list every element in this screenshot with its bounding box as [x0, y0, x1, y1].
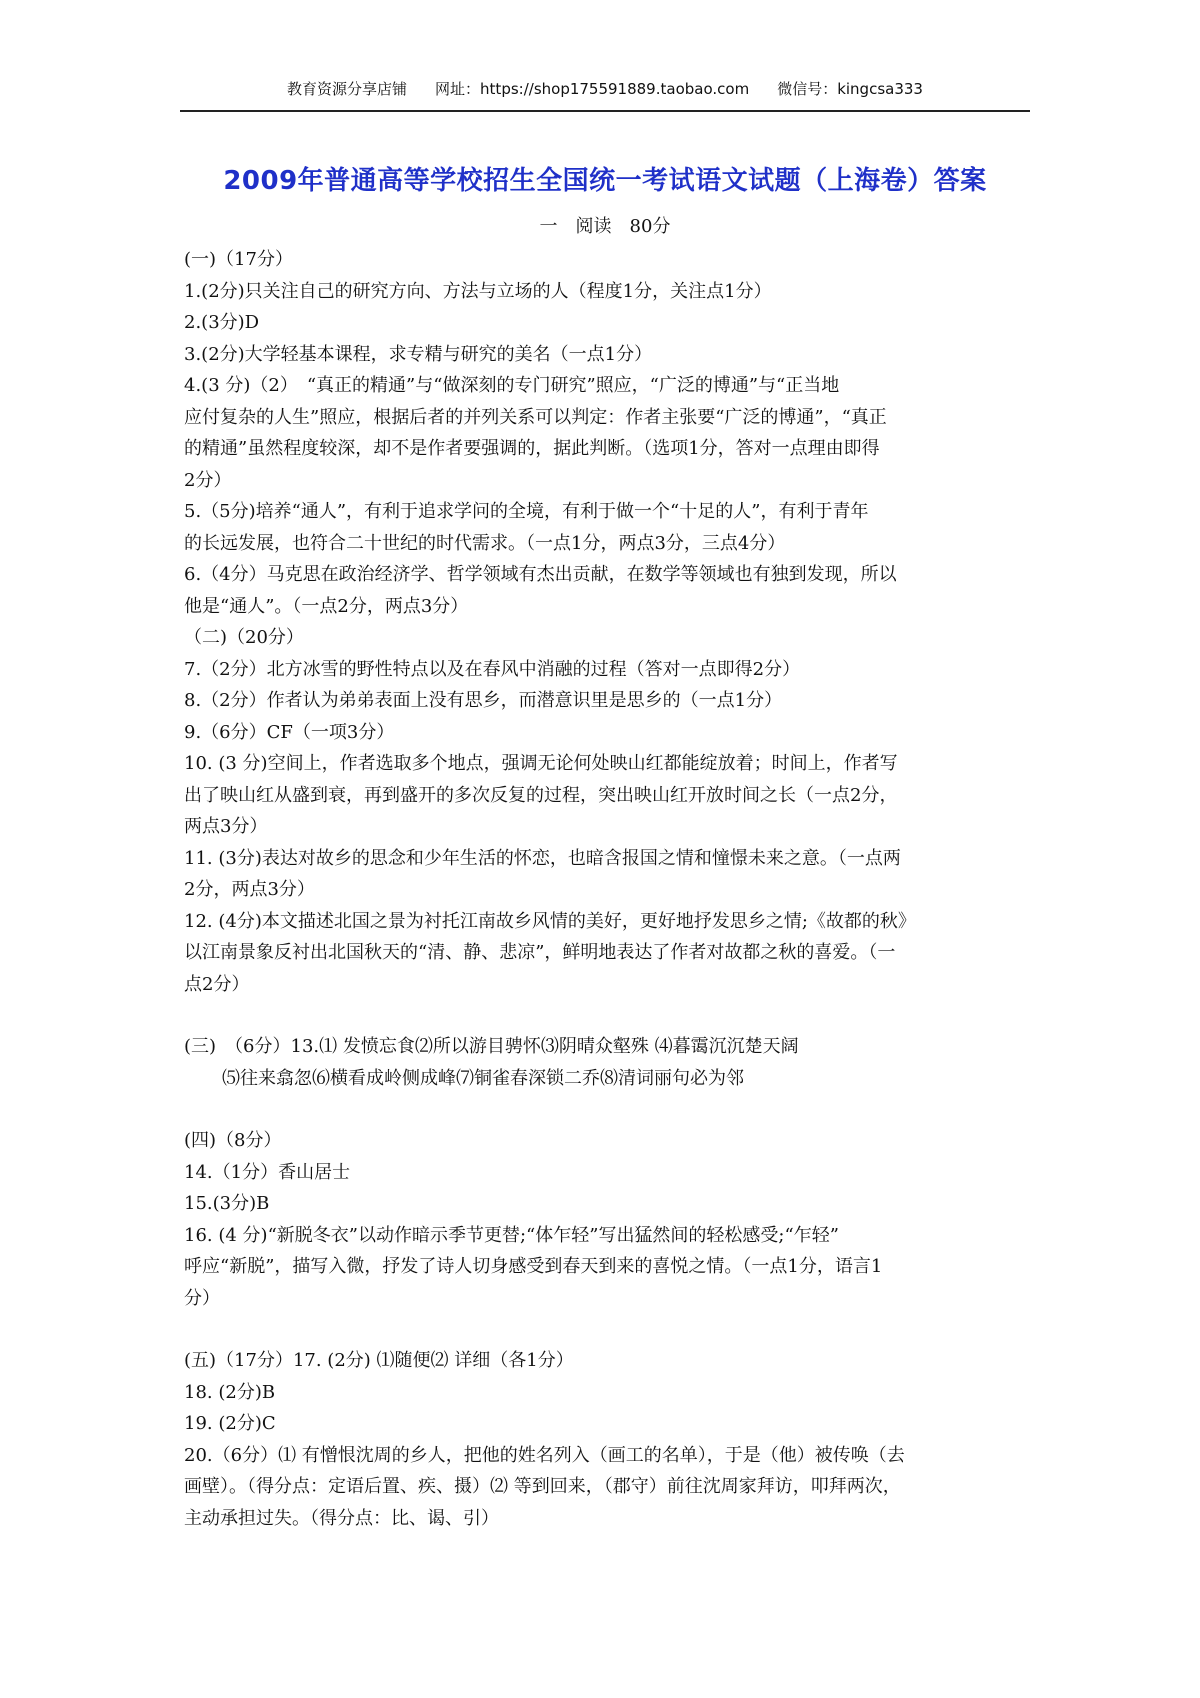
answer-line: 出了映山红从盛到衰，再到盛开的多次反复的过程，突出映山红开放时间之长（一点2分，	[184, 784, 898, 806]
answer-line: 分）	[184, 1287, 220, 1309]
blank-gap	[184, 1000, 1024, 1031]
answer-line: 15.(3分)B	[184, 1193, 270, 1214]
answer-line: 4.(3 分)（2） “真正的精通”与“做深刻的专门研究”照应，“广泛的博通”与“正当地	[184, 375, 840, 396]
store-name: 教育资源分享店铺	[287, 80, 408, 98]
answer-line: 9.（6分）CF（一项3分）	[184, 721, 395, 743]
answer-line: 他是“通人”。（一点2分，两点3分）	[184, 595, 469, 617]
answer-line: 8.（2分）作者认为弟弟表面上没有思乡，而潜意识里是思乡的（一点1分）	[184, 690, 783, 711]
answer-line: 两点3分）	[184, 816, 268, 837]
answer-line: (三) （6分）13.⑴ 发愤忘食⑵所以游目骋怀⑶阴晴众壑殊 ⑷暮霭沉沉楚天阔	[184, 1036, 799, 1057]
document-title: 2009年普通高等学校招生全国统一考试语文试题（上海卷）答案	[223, 166, 987, 196]
answer-line: 应付复杂的人生”照应，根据后者的并列关系可以判定：作者主张要“广泛的博通”，“真正	[184, 406, 887, 428]
answer-line: 3.(2分)大学轻基本课程，求专精与研究的美名（一点1分）	[184, 343, 653, 365]
subsection-heading: （二)（20分）	[184, 627, 304, 648]
answer-line: 呼应“新脱”，描写入微，抒发了诗人切身感受到春天到来的喜悦之情。（一点1分，语言1	[184, 1256, 883, 1277]
answer-line: 16. (4 分)“新脱冬衣”以动作暗示季节更替;“体乍轻”写出猛然间的轻松感受;“乍轻”	[184, 1224, 839, 1246]
answer-line: 20.（6分）⑴ 有憎恨沈周的乡人，把他的姓名列入（画工的名单），于是（他）被传唤（去	[184, 1444, 905, 1466]
answer-line: 11. (3分)表达对故乡的思念和少年生活的怀恋，也暗含报国之情和憧憬未来之意。（一点两	[184, 847, 901, 869]
answer-body	[184, 244, 1024, 1534]
answer-line: 点2分）	[184, 973, 250, 995]
answer-line: 画壁）。（得分点：定语后置、疾、摄）⑵ 等到回来，（郡守）前往沈周家拜访，叩拜两次，	[184, 1476, 901, 1497]
store-url: 网址：https://shop175591889.taobao.com	[435, 80, 750, 98]
answer-line: 1.(2分)只关注自己的研究方向、方法与立场的人（程度1分，关注点1分）	[184, 280, 772, 302]
answer-line: 以江南景象反衬出北国秋天的“清、静、悲凉”，鲜明地表达了作者对故都之秋的喜爱。（一	[184, 942, 896, 963]
answer-line: 12. (4分)本文描述北国之景为衬托江南故乡风情的美好，更好地抒发思乡之情;《故都的秋》	[184, 910, 916, 932]
answer-line: 2分）	[184, 469, 232, 491]
answer-line: 的精通”虽然程度较深，却不是作者要强调的，据此判断。（选项1分，答对一点理由即得	[184, 438, 880, 459]
answer-line: 7.（2分）北方冰雪的野性特点以及在春风中消融的过程（答对一点即得2分）	[184, 658, 801, 680]
section-heading: 一 阅读 80分	[539, 216, 671, 237]
page-header	[180, 78, 1030, 112]
answer-line: 主动承担过失。（得分点：比、谒、引）	[184, 1507, 499, 1529]
answer-line: 的长远发展，也符合二十世纪的时代需求。（一点1分，两点3分，三点4分）	[184, 532, 786, 554]
answer-line: 5.（5分)培养“通人”，有利于追求学问的全境，有利于做一个“十足的人”，有利于青年	[184, 501, 869, 522]
wechat-id: 微信号：kingcsa333	[777, 80, 923, 98]
answer-line: ⑸往来翕忽⑹横看成岭侧成峰⑺铜雀春深锁二乔⑻清词丽句必为邻	[222, 1067, 744, 1089]
subsection-heading: (一)（17分）	[184, 249, 293, 270]
answer-line: 2.(3分)D	[184, 312, 260, 333]
blank-gap	[184, 1314, 1024, 1345]
answer-line: (五)（17分）17. (2分) ⑴随便⑵ 详细（各1分）	[184, 1350, 574, 1371]
answer-line: 2分，两点3分）	[184, 879, 315, 900]
answer-line: 18. (2分)B	[184, 1381, 276, 1403]
answer-line: 6.（4分）马克思在政治经济学、哲学领域有杰出贡献，在数学等领域也有独到发现，所以	[184, 564, 897, 585]
subsection-heading: (四)（8分）	[184, 1130, 282, 1151]
blank-gap	[184, 1094, 1024, 1125]
answer-line: 14.（1分）香山居士	[184, 1161, 351, 1183]
answer-line: 10. (3 分)空间上，作者选取多个地点，强调无论何处映山红都能绽放着；时间上，作者写	[184, 753, 898, 774]
answer-line: 19. (2分)C	[184, 1413, 276, 1434]
